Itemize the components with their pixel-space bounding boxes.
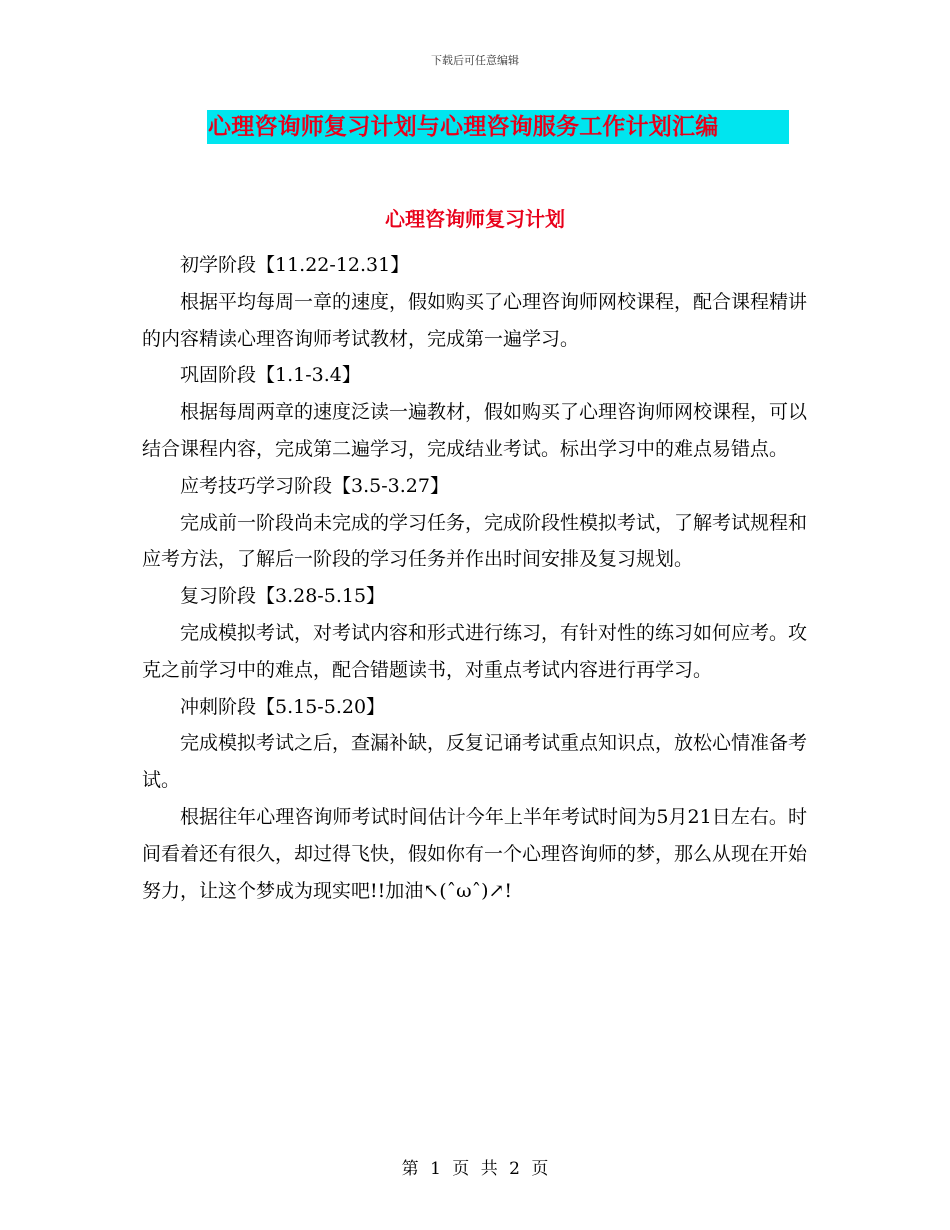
header-note: 下载后可任意编辑 [431, 54, 519, 67]
paragraph-exam-skills: 完成前一阶段尚未完成的学习任务，完成阶段性模拟考试，了解考试规程和应考方法，了解后一阶段的学习任务并作出时间安排及复习规划。 [142, 511, 808, 571]
section-title: 心理咨询师复习计划 [385, 207, 565, 231]
stage-heading-sprint: 冲刺阶段【5.15-5.20】 [180, 695, 386, 718]
stage-heading-exam-skills: 应考技巧学习阶段【3.5-3.27】 [180, 474, 449, 497]
paragraph-sprint: 完成模拟考试之后，查漏补缺，反复记诵考试重点知识点，放松心情准备考试。 [142, 732, 808, 792]
main-title-highlight [207, 110, 789, 144]
paragraph-beginner: 根据平均每周一章的速度，假如购买了心理咨询师网校课程，配合课程精讲的内容精读心理咨询师考试教材，完成第一遍学习。 [142, 290, 808, 350]
stage-heading-consolidation: 巩固阶段【1.1-3.4】 [180, 364, 361, 387]
stage-heading-review: 复习阶段【3.28-5.15】 [180, 585, 386, 608]
paragraph-consolidation: 根据每周两章的速度泛读一遍教材，假如购买了心理咨询师网校课程，可以结合课程内容，完成第二遍学习，完成结业考试。标出学习中的难点易错点。 [142, 401, 808, 460]
page-number: 第 1 页 共 2 页 [401, 1159, 549, 1179]
paragraph-closing: 根据往年心理咨询师考试时间估计今年上半年考试时间为5月21日左右。时间看着还有很久，却过得飞快，假如你有一个心理咨询师的梦，那么从现在开始努力，让这个梦成为现实吧!!加油↖(ˆωˆ)↗! [142, 805, 808, 902]
main-title: 心理咨询师复习计划与心理咨询服务工作计划汇编 [208, 114, 719, 140]
paragraph-review: 完成模拟考试，对考试内容和形式进行练习，有针对性的练习如何应考。攻克之前学习中的难点，配合错题读书，对重点考试内容进行再学习。 [142, 621, 808, 681]
stage-heading-beginner: 初学阶段【11.22-12.31】 [180, 254, 410, 276]
document-body [142, 247, 807, 909]
